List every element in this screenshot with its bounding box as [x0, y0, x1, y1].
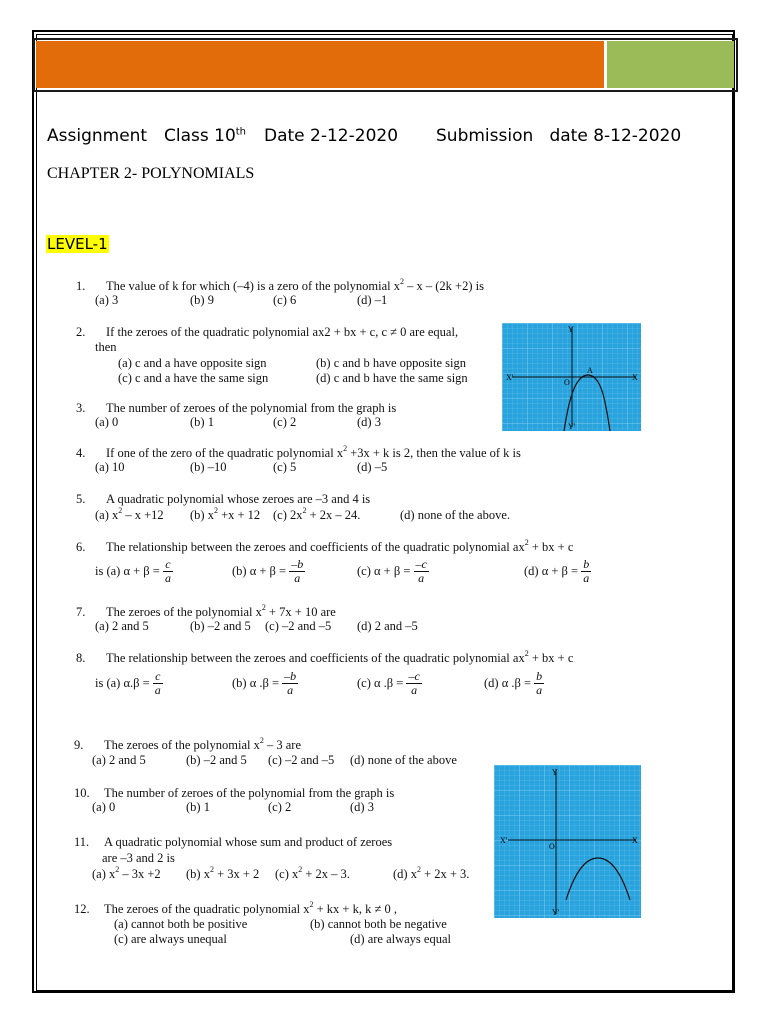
- question-5-option-a[interactable]: (a) $x^2 - x +12$: [95, 506, 164, 522]
- question-3-option-a[interactable]: (a) 0: [95, 415, 119, 429]
- question-8-option-c[interactable]: (c) α .β = $\frac{-c}{a}$: [357, 669, 420, 697]
- question-1-option-a[interactable]: (a) 3: [95, 293, 119, 307]
- question-11-line-2: are –3 and 2 is: [102, 851, 175, 865]
- question-7-option-c[interactable]: (c) –2 and –5: [265, 619, 332, 633]
- graph-2-x-label: X: [632, 836, 638, 845]
- question-4-option-a[interactable]: (a) 10: [95, 460, 125, 474]
- question-2-option-d[interactable]: (d) c and b have the same sign: [316, 371, 468, 385]
- header-frame: [33, 38, 738, 92]
- question-9-option-b[interactable]: (b) –2 and 5: [186, 753, 247, 767]
- question-2-option-a[interactable]: (a) c and a have opposite sign: [118, 356, 267, 370]
- graph-1-y-label: Y: [568, 325, 574, 334]
- question-3-option-c[interactable]: (c) 2: [273, 415, 297, 429]
- question-3-option-d[interactable]: (d) 3: [357, 415, 381, 429]
- question-7-option-b[interactable]: (b) –2 and 5: [190, 619, 251, 633]
- question-10-option-b[interactable]: (b) 1: [186, 800, 210, 814]
- graph-2-origin-label: O: [549, 842, 555, 851]
- graph-1-vertex-label: A: [587, 366, 593, 375]
- question-9-option-a[interactable]: (a) 2 and 5: [92, 753, 146, 767]
- class-label: Class 10th: [164, 126, 247, 146]
- question-12-option-a[interactable]: (a) cannot both be positive: [114, 917, 248, 931]
- question-5-option-c[interactable]: (c) $2x^2 + 2x - 24$.: [273, 506, 361, 522]
- graph-2-y-neg-label: Y': [552, 908, 560, 917]
- question-8-option-a[interactable]: is (a) α.β = $\frac{c}{a}$: [95, 669, 161, 697]
- question-4-option-d[interactable]: (d) –5: [357, 460, 388, 474]
- question-4-option-b[interactable]: (b) –10: [190, 460, 227, 474]
- graph-1-x-neg-label: X': [506, 373, 514, 382]
- question-7-option-d[interactable]: (d) 2 and –5: [357, 619, 418, 633]
- question-5-option-d[interactable]: (d) none of the above.: [400, 508, 511, 522]
- question-3-option-b[interactable]: (b) 1: [190, 415, 214, 429]
- question-6-option-c[interactable]: (c) α + β = $\frac{-c}{a}$: [357, 557, 427, 585]
- question-8-option-d[interactable]: (d) α .β = $\frac{b}{a}$: [484, 669, 543, 697]
- question-4-option-c[interactable]: (c) 5: [273, 460, 297, 474]
- question-12-option-d[interactable]: (d) are always equal: [350, 932, 451, 946]
- question-9-option-c[interactable]: (c) –2 and –5: [268, 753, 335, 767]
- question-11-option-a[interactable]: (a) $x^2 - 3x +2$: [92, 865, 161, 881]
- question-7-option-a[interactable]: (a) 2 and 5: [95, 619, 149, 633]
- question-5-option-b[interactable]: (b) $x^2 +x + 12$: [190, 506, 261, 522]
- question-1-option-d[interactable]: (d) –1: [357, 293, 388, 307]
- graph-2: [494, 765, 641, 918]
- question-11-option-d[interactable]: (d) $x^2 + 2x + 3$.: [393, 865, 470, 881]
- question-9-option-d[interactable]: (d) none of the above: [350, 753, 457, 767]
- assignment-label: Assignment: [47, 126, 148, 146]
- question-10-option-d[interactable]: (d) 3: [350, 800, 374, 814]
- graph-1-y-neg-label: Y': [568, 422, 576, 431]
- question-8-option-b[interactable]: (b) α .β = $\frac{-b}{a}$: [232, 669, 297, 697]
- question-12-option-b[interactable]: (b) cannot both be negative: [310, 917, 447, 931]
- question-2-then: then: [95, 340, 117, 354]
- graph-2-x-neg-label: X': [500, 836, 508, 845]
- chapter-title: CHAPTER 2- POLYNOMIALS: [47, 165, 255, 182]
- level-heading: LEVEL-1: [47, 235, 108, 253]
- graph-2-y-label: Y: [552, 768, 558, 777]
- question-12-option-c[interactable]: (c) are always unequal: [114, 932, 227, 946]
- graph-1-x-label: X: [632, 373, 638, 382]
- date-label: Date 2-12-2020: [264, 126, 399, 146]
- question-2-option-c[interactable]: (c) c and a have the same sign: [118, 371, 269, 385]
- question-10-option-a[interactable]: (a) 0: [92, 800, 116, 814]
- question-11-option-b[interactable]: (b) $x^2 + 3x + 2$: [186, 865, 260, 881]
- question-10-option-c[interactable]: (c) 2: [268, 800, 292, 814]
- question-6-option-b[interactable]: (b) α + β = $\frac{-b}{a}$: [232, 557, 304, 585]
- question-6-option-a[interactable]: is (a) α + β = $\frac{c}{a}$: [95, 557, 171, 585]
- question-11-option-c[interactable]: (c) $x^2 + 2x - 3$.: [275, 865, 350, 881]
- graph-1: [502, 323, 641, 431]
- question-1-option-b[interactable]: (b) 9: [190, 293, 214, 307]
- submission-label: Submission date 8-12-2020: [436, 126, 682, 146]
- question-1-option-c[interactable]: (c) 6: [273, 293, 297, 307]
- question-6-option-d[interactable]: (d) α + β = $\frac{b}{a}$: [524, 557, 590, 585]
- graph-1-origin-label: O: [564, 378, 570, 387]
- question-2-option-b[interactable]: (b) c and b have opposite sign: [316, 356, 466, 370]
